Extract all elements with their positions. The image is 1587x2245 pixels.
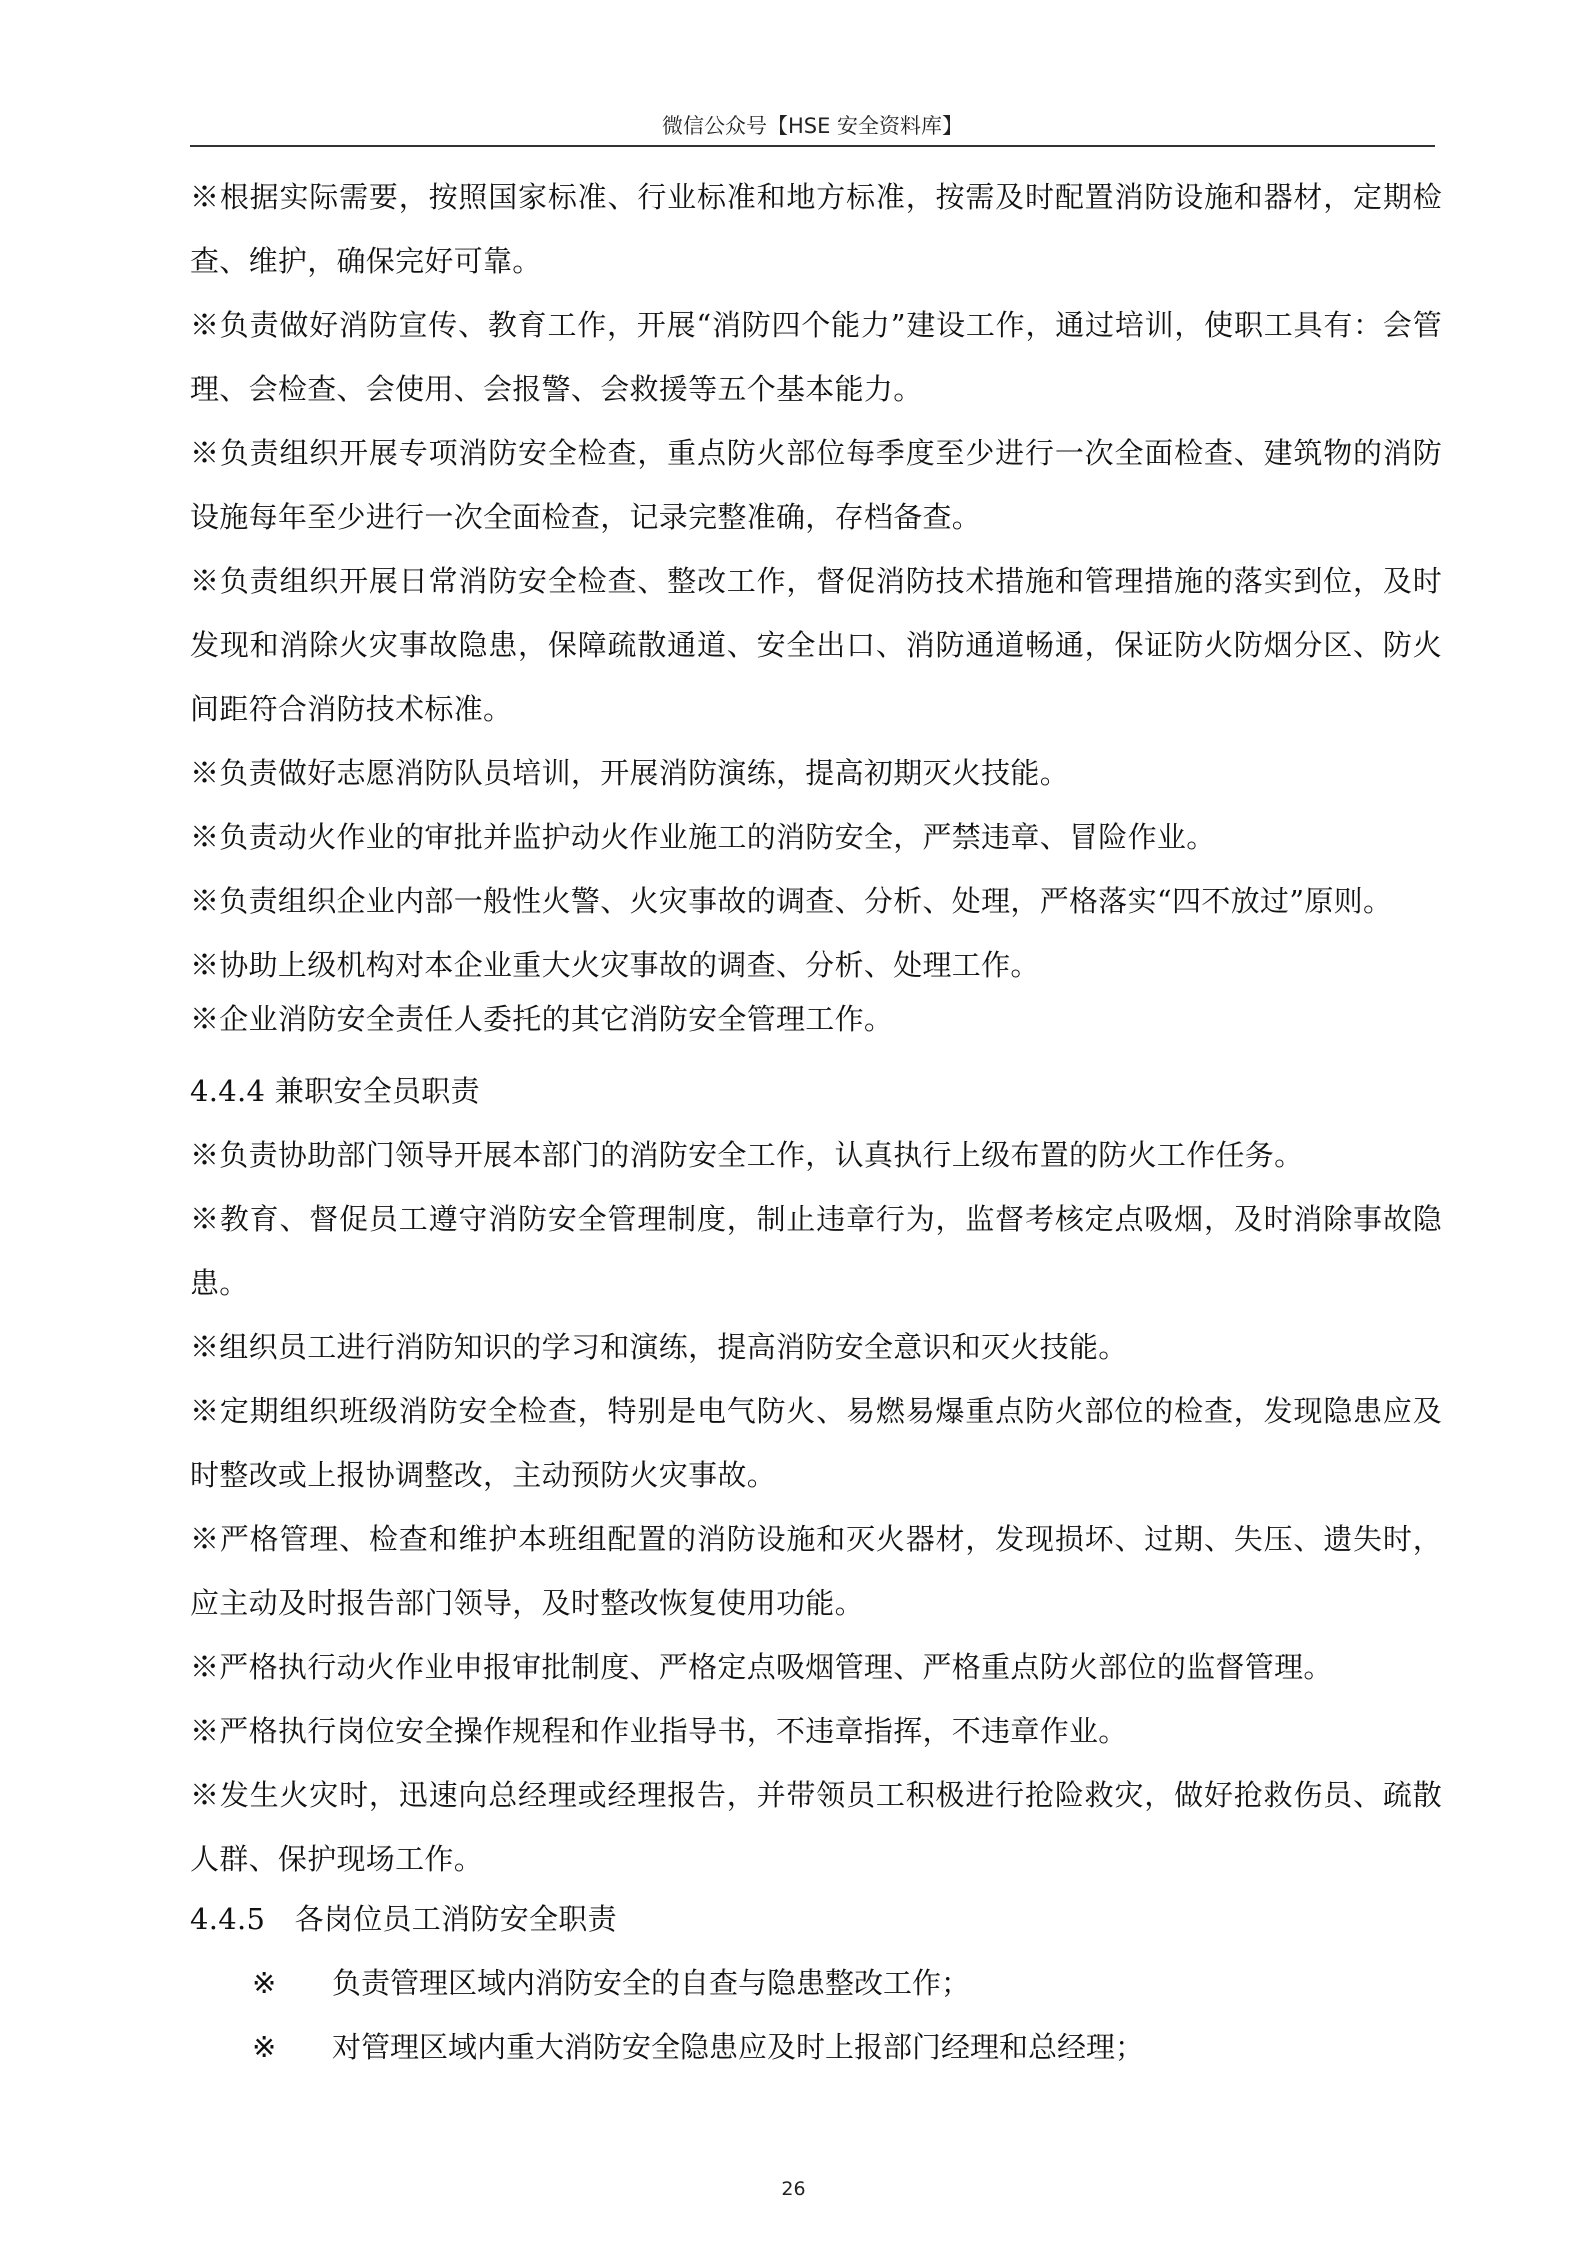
section-heading-444: 4.4.4 兼职安全员职责 <box>190 1074 480 1108</box>
paragraph: ※负责组织开展专项消防安全检查，重点防火部位每季度至少进行一次全面检查、建筑物的消防设施每年至少进行一次全面检查，记录完整准确，存档备查。 <box>190 436 1442 534</box>
bullet-mark: ※ <box>252 2030 277 2064</box>
paragraph: ※负责组织企业内部一般性火警、火灾事故的调查、分析、处理，严格落实“四不放过”原则。 <box>190 884 1393 918</box>
list-item-text: 对管理区域内重大消防安全隐患应及时上报部门经理和总经理； <box>332 2030 1145 2064</box>
paragraph: ※严格管理、检查和维护本班组配置的消防设施和灭火器材，发现损坏、过期、失压、遗失时，应主动及时报告部门领导，及时整改恢复使用功能。 <box>190 1522 1442 1620</box>
paragraph: ※协助上级机构对本企业重大火灾事故的调查、分析、处理工作。 <box>190 948 1040 982</box>
body-text <box>190 165 1442 2079</box>
header-rule <box>190 145 1435 147</box>
paragraph: ※负责做好消防宣传、教育工作，开展“消防四个能力”建设工作，通过培训，使职工具有：会管理、会检查、会使用、会报警、会救援等五个基本能力。 <box>190 308 1442 406</box>
paragraph: ※企业消防安全责任人委托的其它消防安全管理工作。 <box>190 1002 894 1036</box>
paragraph: ※严格执行岗位安全操作规程和作业指导书，不违章指挥，不违章作业。 <box>190 1714 1128 1748</box>
paragraph: ※负责做好志愿消防队员培训，开展消防演练，提高初期灭火技能。 <box>190 756 1070 790</box>
bullet-mark: ※ <box>252 1966 277 2000</box>
paragraph: ※负责协助部门领导开展本部门的消防安全工作，认真执行上级布置的防火工作任务。 <box>190 1138 1304 1172</box>
page-number: 26 <box>781 2178 806 2200</box>
list-item <box>190 2015 1442 2079</box>
paragraph: ※负责动火作业的审批并监护动火作业施工的消防安全，严禁违章、冒险作业。 <box>190 820 1216 854</box>
paragraph: ※定期组织班级消防安全检查，特别是电气防火、易燃易爆重点防火部位的检查，发现隐患应及时整改或上报协调整改，主动预防火灾事故。 <box>190 1394 1442 1492</box>
paragraph: ※组织员工进行消防知识的学习和演练，提高消防安全意识和灭火技能。 <box>190 1330 1128 1364</box>
section-heading-445: 4.4.5 各岗位员工消防安全职责 <box>190 1902 617 1936</box>
paragraph: ※严格执行动火作业申报审批制度、严格定点吸烟管理、严格重点防火部位的监督管理。 <box>190 1650 1333 1684</box>
list-item-text: 负责管理区域内消防安全的自查与隐患整改工作； <box>332 1966 971 2000</box>
paragraph: ※负责组织开展日常消防安全检查、整改工作，督促消防技术措施和管理措施的落实到位，及时发现和消除火灾事故隐患，保障疏散通道、安全出口、消防通道畅通，保证防火防烟分区、防火间距符合消防技术标准。 <box>190 564 1442 726</box>
list-item <box>190 1951 1442 2015</box>
page-header: 微信公众号【HSE 安全资料库】 <box>661 114 964 138</box>
paragraph: ※教育、督促员工遵守消防安全管理制度，制止违章行为，监督考核定点吸烟，及时消除事故隐患。 <box>190 1202 1442 1300</box>
paragraph: ※根据实际需要，按照国家标准、行业标准和地方标准，按需及时配置消防设施和器材，定期检查、维护，确保完好可靠。 <box>190 180 1442 278</box>
paragraph: ※发生火灾时，迅速向总经理或经理报告，并带领员工积极进行抢险救灾，做好抢救伤员、疏散人群、保护现场工作。 <box>190 1778 1442 1876</box>
